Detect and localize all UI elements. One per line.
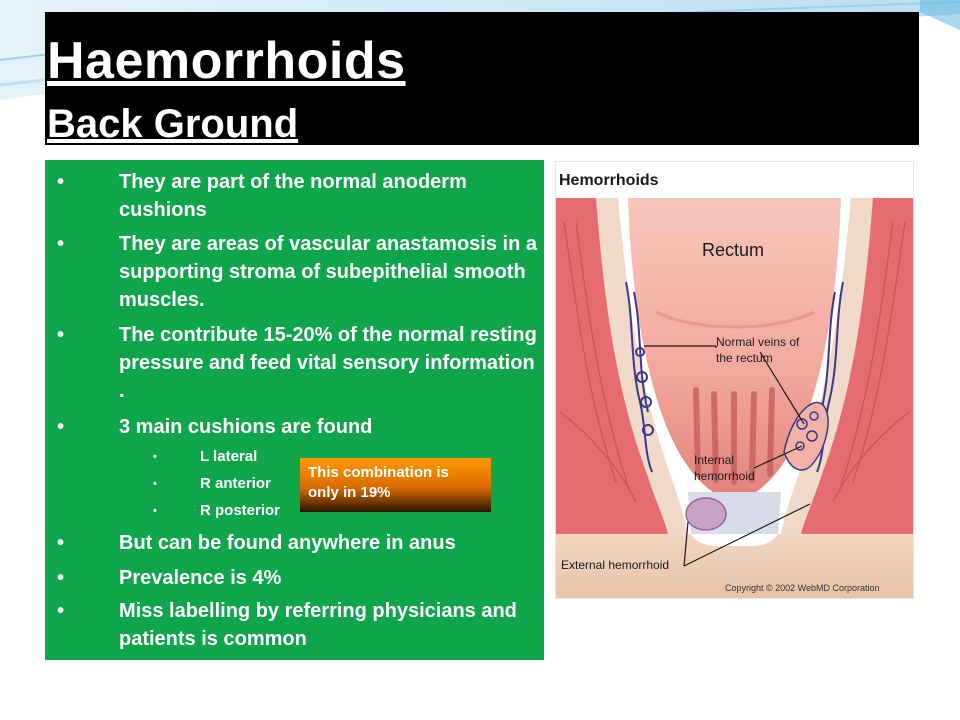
rectum-label: Rectum xyxy=(702,240,765,260)
sub-list-item-text: L lateral xyxy=(200,448,258,465)
bullet-marker: • xyxy=(153,505,157,517)
page-subtitle: Back Ground xyxy=(47,102,299,146)
external-hemorrhoid-label: External hemorrhoid xyxy=(561,558,670,572)
hemorrhoid-illustration xyxy=(556,162,913,598)
list-item-text: Miss labelling by referring physicians and patients is common xyxy=(119,600,517,650)
figure-title: Hemorrhoids xyxy=(559,172,659,189)
anatomy-drawing xyxy=(556,162,913,598)
list-item-text: But can be found anywhere in anus xyxy=(119,532,456,554)
list-item-text: They are areas of vascular anastamosis in a supporting stroma of subepithelial smooth muscles. xyxy=(119,233,537,311)
copyright-text: Copyright © 2002 WebMD Corporation xyxy=(725,583,880,593)
bullet-marker: • xyxy=(57,416,65,438)
content-panel xyxy=(45,160,544,660)
callout-box: This combination is only in 19% xyxy=(300,458,491,512)
normal-veins-label: Normal veins of the rectum xyxy=(716,335,800,365)
sub-list-item-text: R posterior xyxy=(200,502,281,519)
sub-list-item-text: R anterior xyxy=(200,475,271,492)
bullet-marker: • xyxy=(57,600,65,622)
bullet-marker: • xyxy=(153,451,157,463)
bullet-marker: • xyxy=(153,478,157,490)
bullet-marker: • xyxy=(57,567,65,589)
bullet-marker: • xyxy=(57,324,65,346)
bullet-marker: • xyxy=(57,532,65,554)
list-item-text: Prevalence is 4% xyxy=(119,567,282,589)
list-item-text: The contribute 15-20% of the normal resting pressure and feed vital sensory information . xyxy=(119,324,537,402)
internal-hemorrhoid-label: Internal hemorrhoid xyxy=(694,453,755,483)
bullet-marker: • xyxy=(57,233,65,255)
title-box xyxy=(45,12,919,145)
list-item-text: 3 main cushions are found xyxy=(119,416,373,438)
list-item-text: They are part of the normal anoderm cushions xyxy=(119,171,467,221)
page-title: Haemorrhoids xyxy=(47,32,406,90)
bullet-marker: • xyxy=(57,171,65,193)
